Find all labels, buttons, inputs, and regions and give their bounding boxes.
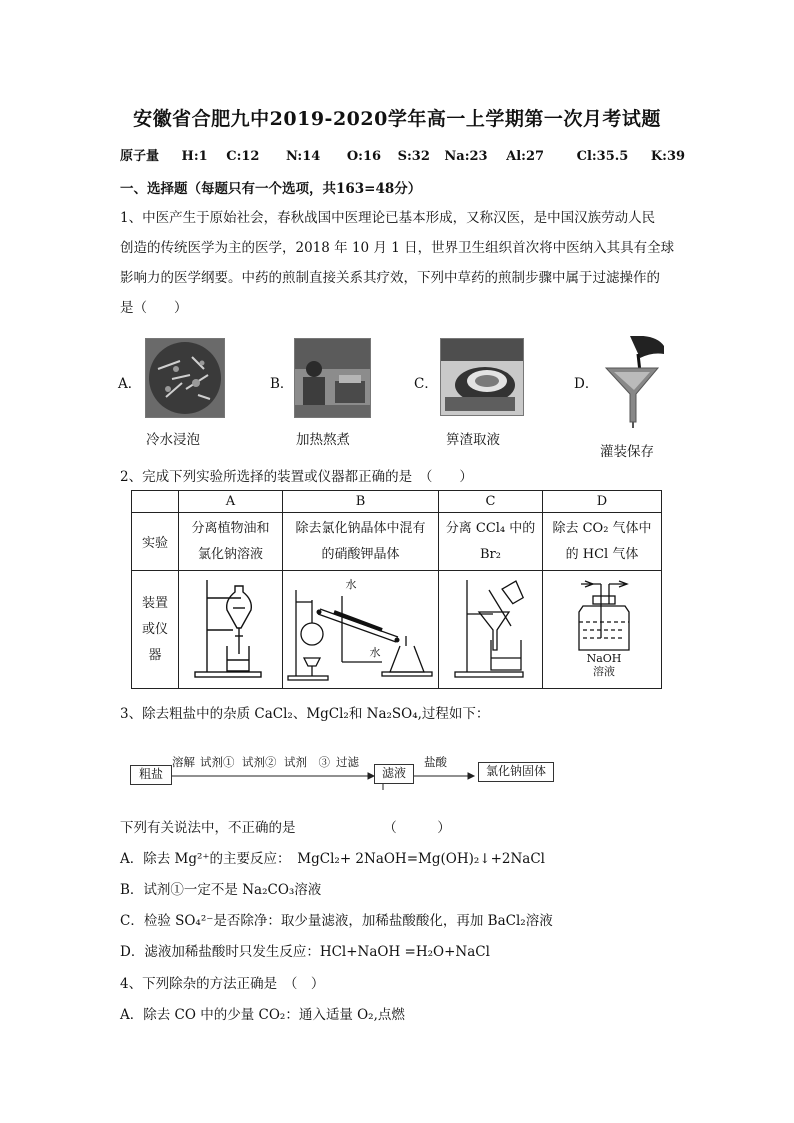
apparatus-label-line: 装置 <box>141 595 168 611</box>
flow-step-acid: 盐酸 <box>424 755 447 769</box>
atomic-mass: Al:27 <box>506 149 545 164</box>
experiment-text: 除去氯化钠晶体中混有 <box>295 520 426 536</box>
soaking-herbs-image <box>145 338 225 418</box>
column-header: C <box>439 491 543 513</box>
atomic-mass: S:32 <box>397 149 430 164</box>
question-3-option-b: B．试剂①一定不是 Na₂CO₃溶液 <box>120 882 322 898</box>
straining-dregs-image <box>440 338 524 416</box>
separatory-funnel-icon <box>191 574 271 682</box>
atomic-masses-label: 原子量 <box>120 149 160 164</box>
apparatus-cell <box>439 571 543 689</box>
atomic-masses <box>120 145 699 164</box>
atomic-mass: O:16 <box>346 149 382 164</box>
apparatus-label-line: 器 <box>148 647 162 663</box>
option-a-caption: 冷水浸泡 <box>146 432 200 448</box>
atomic-mass: Na:23 <box>444 149 488 164</box>
question-2-stem: 2、完成下列实验所选择的装置或仪器都正确的是 （ ） <box>120 469 473 485</box>
flow-step: 过滤 <box>336 755 359 769</box>
option-c-caption: 箅渣取液 <box>446 432 500 448</box>
question-3-stem: 3、除去粗盐中的杂质 CaCl₂、MgCl₂和 Na₂SO₄,过程如下： <box>120 706 490 722</box>
process-flowchart <box>120 752 560 792</box>
option-a-letter: A． <box>118 376 142 392</box>
row-label-apparatus <box>132 571 179 689</box>
experiment-text: Br₂ <box>480 546 501 562</box>
section-heading: 一、选择题（每题只有一个选项，共163=48分） <box>120 181 422 197</box>
experiment-cell <box>439 513 543 571</box>
column-header: D <box>543 491 662 513</box>
experiment-cell <box>179 513 283 571</box>
question-1 <box>120 203 680 323</box>
row-label-experiment: 实验 <box>132 513 179 571</box>
boiling-herbs-image <box>294 338 371 418</box>
funnel-bottling-image <box>600 336 666 428</box>
experiment-text: 氯化钠溶液 <box>197 546 263 562</box>
atomic-mass: C:12 <box>226 149 260 164</box>
apparatus-cell <box>283 571 439 689</box>
question-3-option-c: C．检验 SO₄²⁻是否除净：取少量滤液，加稀盐酸酸化，再加 BaCl₂溶液 <box>120 913 553 929</box>
question-1-line: 是（ ） <box>120 300 188 316</box>
question-4-stem: 4、下列除杂的方法正确是 （ ） <box>120 976 325 992</box>
question-3-option-a: A．除去 Mg²⁺的主要反应： MgCl₂+ 2NaOH=Mg(OH)₂↓+2NaCl <box>120 851 545 867</box>
question-2-table <box>131 490 662 689</box>
atomic-mass: Cl:35.5 <box>576 149 629 164</box>
apparatus-cell <box>179 571 283 689</box>
water-label-out: 水 <box>369 645 381 659</box>
atomic-mass: H:1 <box>181 149 208 164</box>
experiment-cell <box>543 513 662 571</box>
question-1-line: 1、中医产生于原始社会，春秋战国中医理论已基本形成，又称汉医，是中国汉族劳动人民 <box>120 210 656 226</box>
option-c-letter: C． <box>414 376 438 392</box>
option-b-letter: B． <box>270 376 294 392</box>
distillation-apparatus-icon <box>286 576 436 684</box>
flow-step: 试剂② <box>242 755 277 769</box>
page-title: 安徽省合肥九中2019-2020学年高一上学期第一次月考试题 <box>133 108 661 130</box>
experiment-text: 分离 CCl₄ 中的 <box>445 520 536 536</box>
column-header: B <box>283 491 439 513</box>
filtration-apparatus-icon <box>451 574 531 682</box>
option-d-caption: 灌装保存 <box>600 444 654 460</box>
experiment-cell <box>283 513 439 571</box>
question-3-option-d: D．滤液加稀盐酸时只发生反应：HCl+NaOH =H₂O+NaCl <box>120 944 490 960</box>
experiment-text: 的 HCl 气体 <box>565 546 639 562</box>
crude-salt-box: 粗盐 <box>130 765 172 785</box>
experiment-text: 的硝酸钾晶体 <box>321 546 400 562</box>
apparatus-cell <box>543 571 662 689</box>
experiment-text: 分离植物油和 <box>191 520 270 536</box>
question-4-option-a: A．除去 CO 中的少量 CO₂：通入适量 O₂,点燃 <box>120 1007 405 1023</box>
question-3-prompt: 下列有关说法中，不正确的是 （ ） <box>120 820 451 836</box>
atomic-mass: N:14 <box>286 149 321 164</box>
column-header: A <box>179 491 283 513</box>
sodium-chloride-box: 氯化钠固体 <box>478 762 554 782</box>
flow-step: 试剂① <box>200 755 235 769</box>
question-1-line: 创造的传统医学为主的医学，2018 年 10 月 1 日，世界卫生组织首次将中医纳入其具有全球 <box>120 240 675 256</box>
option-d-letter: D． <box>574 376 599 392</box>
question-1-line: 影响力的医学纲要。中药的煎制直接关系其疗效，下列中草药的煎制步骤中属于过滤操作的 <box>120 270 660 286</box>
solution-label: 溶液 <box>593 664 615 678</box>
atomic-mass: K:39 <box>650 149 686 164</box>
option-b-caption: 加热熬煮 <box>296 432 350 448</box>
experiment-text: 除去 CO₂ 气体中 <box>552 520 652 536</box>
flow-step: 溶解 <box>172 755 195 769</box>
table-corner <box>132 491 179 513</box>
filtrate-box: 滤液 <box>374 764 414 784</box>
apparatus-label-line: 或仪 <box>141 621 168 637</box>
water-label-in: 水 <box>345 577 357 591</box>
question-1-options <box>118 336 678 461</box>
flow-step: 试剂 ③ <box>284 755 330 769</box>
naoh-label: NaOH <box>586 651 622 665</box>
